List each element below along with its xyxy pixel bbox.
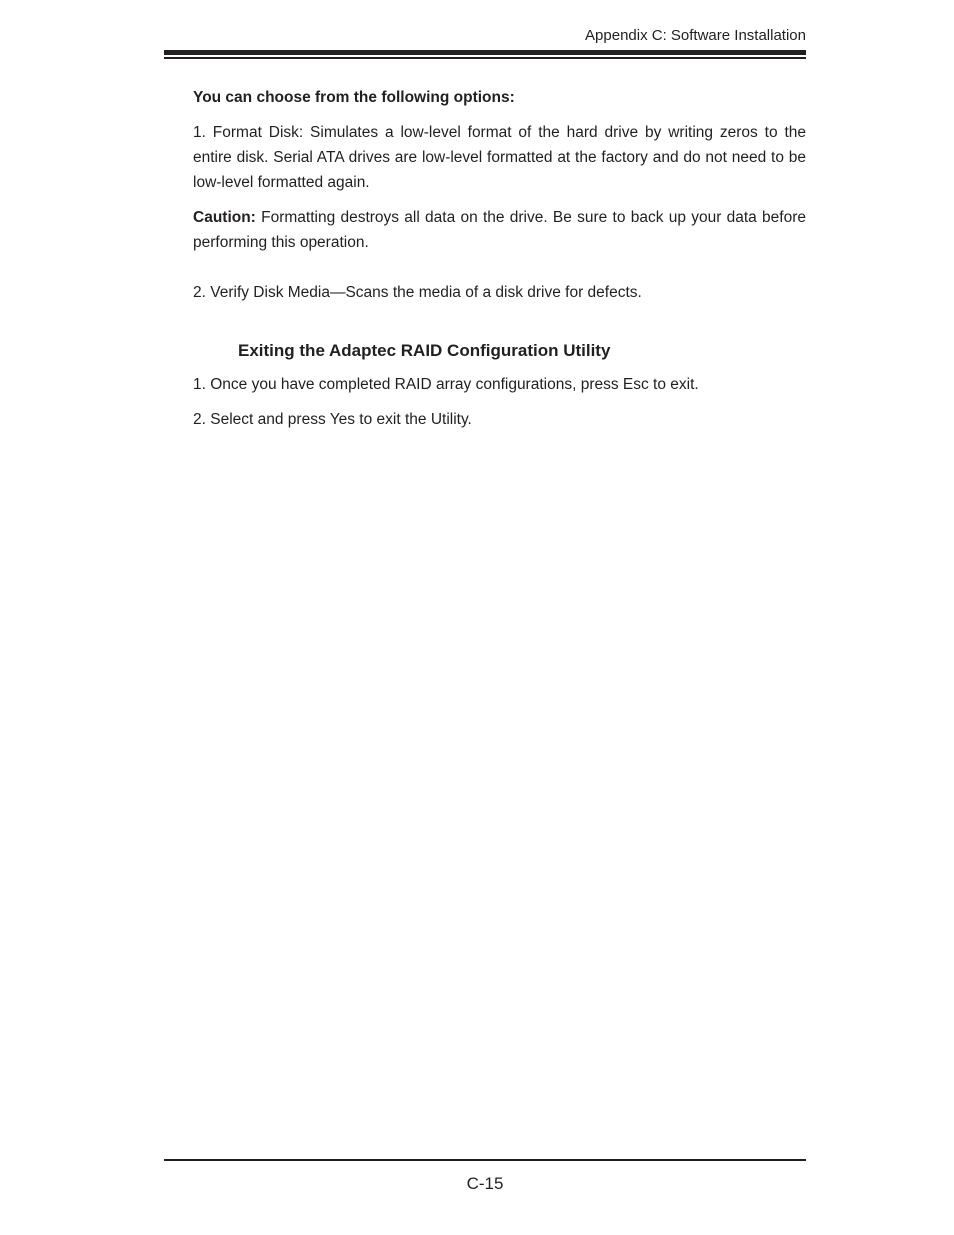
options-intro: You can choose from the following options: <box>193 89 515 106</box>
running-header: Appendix C: Software Installation <box>585 27 806 44</box>
caution-note <box>193 205 806 255</box>
footer-rule <box>164 1159 806 1161</box>
page-number: C-15 <box>466 1174 504 1193</box>
exit-step-2: 2. Select and press Yes to exit the Utility. <box>193 411 472 428</box>
section-heading-exiting: Exiting the Adaptec RAID Configuration Utility <box>238 341 611 360</box>
caution-label: Caution: <box>193 209 256 226</box>
header-rule-thin <box>164 57 806 59</box>
caution-text: Formatting destroys all data on the drive. Be sure to back up your data before performing this operation. <box>193 209 806 251</box>
header-rule-thick <box>164 50 806 55</box>
page-content <box>193 85 806 432</box>
option-format-disk: 1. Format Disk: Simulates a low-level format of the hard drive by writing zeros to the entire disk. Serial ATA drives are low-level formatted at the factory and do not need to be low-level formatted again. <box>193 124 806 191</box>
option-verify-disk-media: 2. Verify Disk Media—Scans the media of a disk drive for defects. <box>193 284 642 301</box>
exit-step-1: 1. Once you have completed RAID array configurations, press Esc to exit. <box>193 376 699 393</box>
